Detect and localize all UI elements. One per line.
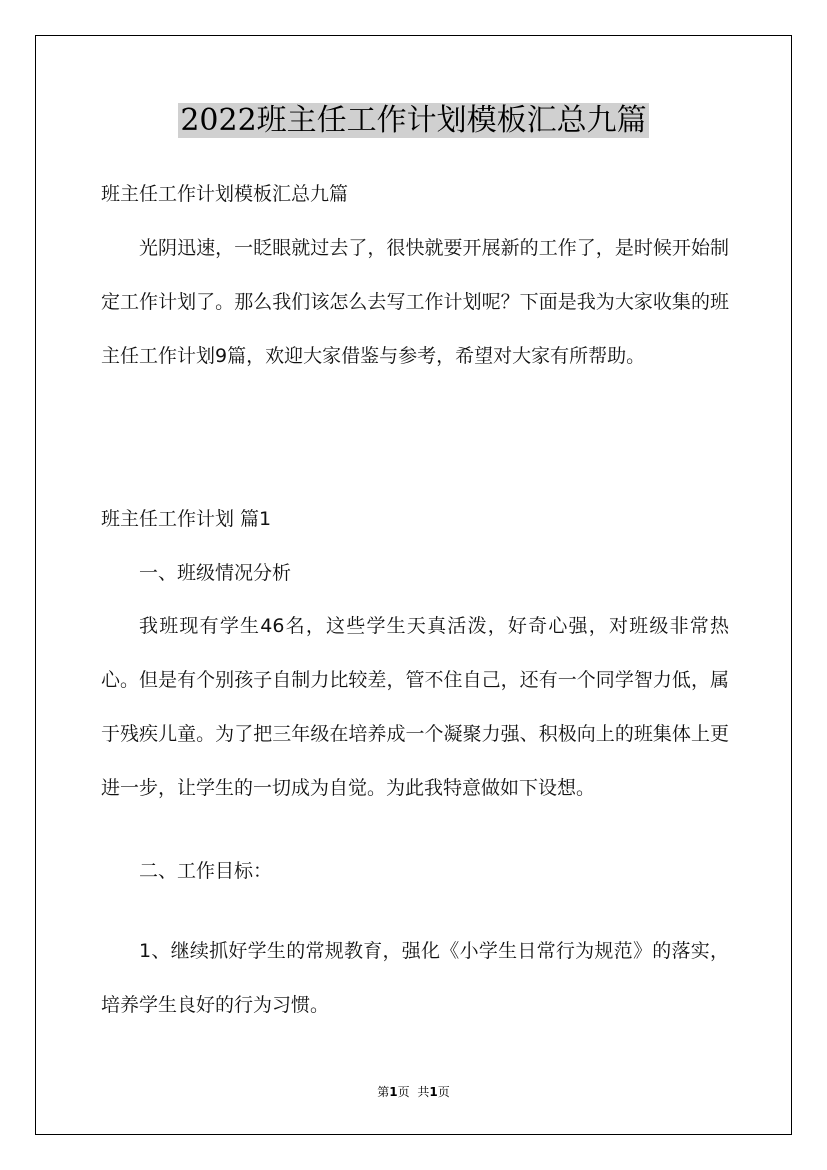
intro-paragraph: 光阴迅速，一眨眼就过去了，很快就要开展新的工作了，是时候开始制定工作计划了。那么我们该怎么去写工作计划呢？下面是我为大家收集的班主任工作计划9篇，欢迎大家借鉴与参考，希望对大家有所帮助。 <box>101 237 729 367</box>
heading-class-analysis: 一、班级情况分析 <box>139 562 292 584</box>
footer-total-prefix: 共 <box>417 1085 430 1099</box>
document-subtitle: 班主任工作计划模板汇总九篇 <box>101 183 349 205</box>
heading-work-goals: 二、工作目标： <box>139 860 273 882</box>
footer-total-suffix: 页 <box>437 1085 450 1099</box>
footer-page-suffix: 页 <box>397 1085 410 1099</box>
section-title: 班主任工作计划 篇1 <box>101 508 272 530</box>
footer-page-number: 1 <box>389 1085 398 1099</box>
class-analysis-paragraph: 我班现有学生46名，这些学生天真活泼，好奇心强，对班级非常热心。但是有个别孩子自制力比较差，管不住自己，还有一个同学智力低，属于残疾儿童。为了把三年级在培养成一个凝聚力强、积极向上的班集体上更进一步，让学生的一切成为自觉。为此我特意做如下设想。 <box>101 615 729 799</box>
footer-page-prefix: 第 <box>377 1085 390 1099</box>
page-footer <box>0 1084 827 1100</box>
document-title <box>0 101 827 141</box>
document-title-text: 2022班主任工作计划模板汇总九篇 <box>180 103 647 138</box>
footer-total-number: 1 <box>429 1085 438 1099</box>
work-goal-paragraph: 1、继续抓好学生的常规教育，强化《小学生日常行为规范》的落实，培养学生良好的行为习惯。 <box>101 940 729 1016</box>
